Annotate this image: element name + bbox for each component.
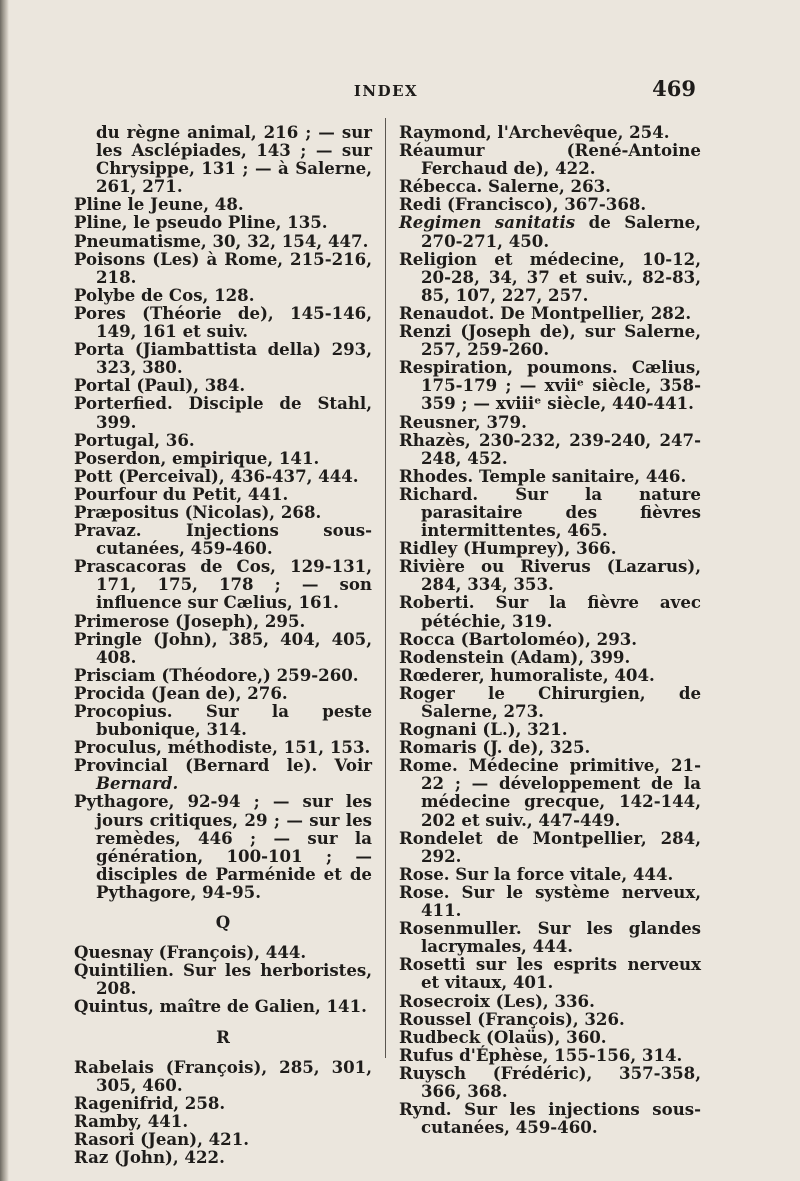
index-entry xyxy=(74,195,372,213)
entry-text: Rivière ou Riverus (Lazarus), 284, 334, 353. xyxy=(399,556,701,595)
index-entry xyxy=(399,684,701,720)
index-entry xyxy=(74,756,372,792)
index-entry xyxy=(399,919,701,955)
index-entry xyxy=(399,720,701,738)
entry-text: Quesnay (François), 444. xyxy=(74,942,307,963)
index-entry xyxy=(399,358,701,412)
entry-text: Romaris (J. de), 325. xyxy=(399,737,591,758)
index-entry xyxy=(399,1010,701,1028)
index-entry xyxy=(74,1058,372,1094)
index-entry xyxy=(399,1100,701,1136)
entry-text: Proculus, méthodiste, 151, 153. xyxy=(74,737,371,758)
entry-text: Rognani (L.), 321. xyxy=(399,719,568,740)
section-letter: R xyxy=(216,1026,230,1047)
entry-text: Raymond, l'Archevêque, 254. xyxy=(399,122,670,142)
index-entry xyxy=(399,648,701,666)
index-entry xyxy=(399,756,701,828)
section-letter: Q xyxy=(215,912,231,933)
index-entry xyxy=(399,1064,701,1100)
index-entry xyxy=(74,304,372,340)
entry-text: Prisciam (Théodore,) 259-260. xyxy=(74,664,359,685)
index-entry xyxy=(74,961,372,997)
index-entry xyxy=(399,467,701,485)
entry-text: Porterfied. Disciple de Stahl, 399. xyxy=(74,393,372,432)
entry-text: Ramby, 441. xyxy=(74,1110,189,1131)
entry-text: Pott (Perceival), 436-437, 444. xyxy=(74,465,359,486)
index-entry xyxy=(399,141,701,177)
index-entry xyxy=(399,431,701,467)
entry-text: Porta (Jiambattista della) 293, 323, 380. xyxy=(74,339,372,378)
entry-text: Rudbeck (Olaüs), 360. xyxy=(399,1026,607,1047)
index-entry xyxy=(399,177,701,195)
index-entry xyxy=(399,250,701,304)
index-entry xyxy=(399,322,701,358)
index-entry xyxy=(399,195,701,213)
entry-text: Rose. Sur le système nerveux, 411. xyxy=(399,881,701,921)
index-entry xyxy=(74,943,372,961)
entry-text: Redi (Francisco), 367-368. xyxy=(399,194,647,215)
index-entry xyxy=(399,123,701,141)
entry-text: de Salerne, 270-271, 450. xyxy=(421,212,702,251)
entry-text: Rhazès, 230-232, 239-240, 247-248, 452. xyxy=(399,429,701,468)
index-entry xyxy=(399,955,701,991)
index-entry xyxy=(74,449,372,467)
entry-text: Portugal, 36. xyxy=(74,429,195,450)
index-entry xyxy=(74,557,372,611)
entry-text: Pline le Jeune, 48. xyxy=(74,194,244,215)
index-entry xyxy=(74,1130,372,1148)
entry-text: Réaumur (René-Antoine Ferchaud de), 422. xyxy=(399,140,701,179)
entry-text: Rynd. Sur les injections sous-cutanées, 459-460. xyxy=(399,1099,701,1138)
index-entry xyxy=(74,503,372,521)
entry-text: Procopius. Sur la peste bubonique, 314. xyxy=(74,701,372,740)
entry-text: Ragenifrid, 258. xyxy=(74,1092,226,1113)
entry-text: Rosenmuller. Sur les glandes lacrymales, 444. xyxy=(399,918,701,957)
index-entry xyxy=(399,593,701,629)
entry-text: Roussel (François), 326. xyxy=(399,1008,625,1029)
entry-text: Polybe de Cos, 128. xyxy=(74,284,255,305)
index-entry xyxy=(399,304,701,322)
index-entry xyxy=(399,413,701,431)
entry-text: Pythagore, 92-94 ; — sur les jours critiques, 29 ; — sur les remèdes, 446 ; — sur la génération, 100-101 ; — disciples de Parménide et de Pythagore, 94-95. xyxy=(74,791,372,902)
entry-text: Poserdon, empirique, 141. xyxy=(74,447,320,468)
index-entry xyxy=(399,883,701,919)
index-entry xyxy=(74,286,372,304)
entry-text: Rose. Sur la force vitale, 444. xyxy=(399,863,674,884)
index-entry xyxy=(399,829,701,865)
entry-text: Rœderer, humoraliste, 404. xyxy=(399,664,655,685)
entry-text: Rondelet de Montpellier, 284, 292. xyxy=(399,827,701,866)
entry-text: Ridley (Humprey), 366. xyxy=(399,538,617,559)
index-entry xyxy=(74,702,372,738)
index-entry xyxy=(399,992,701,1010)
index-entry xyxy=(74,1148,372,1166)
entry-text: Pringle (John), 385, 404, 405, 408. xyxy=(74,628,372,667)
index-entry xyxy=(74,1094,372,1112)
entry-text: Pneumatisme, 30, 32, 154, 447. xyxy=(74,230,369,251)
index-entry xyxy=(74,792,372,901)
entry-text: Roger le Chirurgien, de Salerne, 273. xyxy=(399,682,701,721)
entry-text: Procida (Jean de), 276. xyxy=(74,682,288,703)
entry-text: Rocca (Bartoloméo), 293. xyxy=(399,628,638,649)
page-header xyxy=(72,76,700,106)
entry-text: Quintilien. Sur les herboristes, 208. xyxy=(74,960,372,999)
index-entry xyxy=(399,539,701,557)
entry-text: Ruysch (Frédéric), 357-358, 366, 368. xyxy=(399,1062,701,1101)
index-entry xyxy=(74,467,372,485)
entry-text: Rasori (Jean), 421. xyxy=(74,1128,250,1149)
entry-text: Pravaz. Injections sous-cutanées, 459-460. xyxy=(74,520,372,559)
column-divider xyxy=(385,118,386,1058)
entry-text: Rébecca. Salerne, 263. xyxy=(399,176,611,197)
index-entry xyxy=(399,865,701,883)
entry-text: Quintus, maître de Galien, 141. xyxy=(74,996,367,1017)
index-entry xyxy=(74,250,372,286)
entry-text: Respiration, poumons. Cælius, 175-179 ; — xviiᵉ siècle, 358-359 ; — xviiiᵉ siècle, 440-441. xyxy=(399,357,701,414)
index-entry xyxy=(74,738,372,756)
entry-text: Rodenstein (Adam), 399. xyxy=(399,646,631,667)
entry-text: Primerose (Joseph), 295. xyxy=(74,610,306,631)
index-entry xyxy=(74,340,372,376)
index-entry xyxy=(74,666,372,684)
entry-text: Raz (John), 422. xyxy=(74,1147,225,1168)
entry-text: Roberti. Sur la fièvre avec pétéchie, 319. xyxy=(399,592,701,631)
index-entry xyxy=(399,1046,701,1064)
entry-text: Rufus d'Éphèse, 155-156, 314. xyxy=(399,1044,683,1065)
index-entry xyxy=(399,738,701,756)
index-entry xyxy=(74,394,372,430)
index-entry xyxy=(74,1112,372,1130)
index-entry xyxy=(399,630,701,648)
running-title: INDEX xyxy=(353,82,419,100)
index-entry xyxy=(74,431,372,449)
entry-text: Rosecroix (Les), 336. xyxy=(399,990,595,1011)
index-entry: du règne animal, 216 ; — sur les Asclépiades, 143 ; — sur Chrysippe, 131 ; — à Salerne, 261, 271. xyxy=(96,122,372,197)
index-column-right xyxy=(399,123,701,1136)
entry-text: Præpositus (Nicolas), 268. xyxy=(74,501,322,522)
page-number: 469 xyxy=(652,76,696,101)
entry-text: Rosetti sur les esprits nerveux et vitaux, 401. xyxy=(399,954,701,993)
index-entry xyxy=(74,630,372,666)
entry-text: Rabelais (François), 285, 301, 305, 460. xyxy=(74,1056,372,1095)
entry-text: Renaudot. De Montpellier, 282. xyxy=(399,302,692,323)
index-entry xyxy=(74,232,372,250)
index-entry xyxy=(74,684,372,702)
entry-text: Provincial (Bernard le). Voir xyxy=(74,755,372,776)
index-entry xyxy=(399,666,701,684)
entry-text: Richard. Sur la nature parasitaire des fièvres intermittentes, 465. xyxy=(399,483,701,541)
entry-text: Reusner, 379. xyxy=(399,411,527,432)
cross-reference: Bernard. xyxy=(96,773,179,794)
entry-text: Renzi (Joseph de), sur Salerne, 257, 259-260. xyxy=(399,321,701,360)
index-entry xyxy=(74,485,372,503)
page-binding-edge xyxy=(0,0,9,1181)
index-entry xyxy=(399,485,701,539)
entry-text: Rhodes. Temple sanitaire, 446. xyxy=(399,465,687,486)
index-entry xyxy=(74,213,372,231)
entry-text: Rome. Médecine primitive, 21-22 ; — développement de la médecine grecque, 142-144, 202 et suiv., 447-449. xyxy=(399,755,701,830)
entry-text: Religion et médecine, 10-12, 20-28, 34, 37 et suiv., 82-83, 85, 107, 227, 257. xyxy=(399,248,701,305)
entry-text: Pores (Théorie de), 145-146, 149, 161 et suiv. xyxy=(74,302,372,342)
index-entry xyxy=(399,557,701,593)
index-entry xyxy=(399,213,701,249)
index-entry xyxy=(74,997,372,1015)
index-entry xyxy=(74,376,372,394)
entry-text: Poisons (Les) à Rome, 215-216, 218. xyxy=(74,248,372,287)
index-column-left xyxy=(74,123,372,1166)
entry-text: Pourfour du Petit, 441. xyxy=(74,483,289,504)
entry-text: Pline, le pseudo Pline, 135. xyxy=(74,212,328,233)
index-entry xyxy=(74,612,372,630)
italic-title: Regimen sanitatis xyxy=(399,212,576,233)
entry-text: Portal (Paul), 384. xyxy=(74,375,246,396)
entry-text: Prascacoras de Cos, 129-131, 171, 175, 178 ; — son influence sur Cælius, 161. xyxy=(74,556,372,613)
index-entry xyxy=(399,1028,701,1046)
index-entry xyxy=(74,521,372,557)
